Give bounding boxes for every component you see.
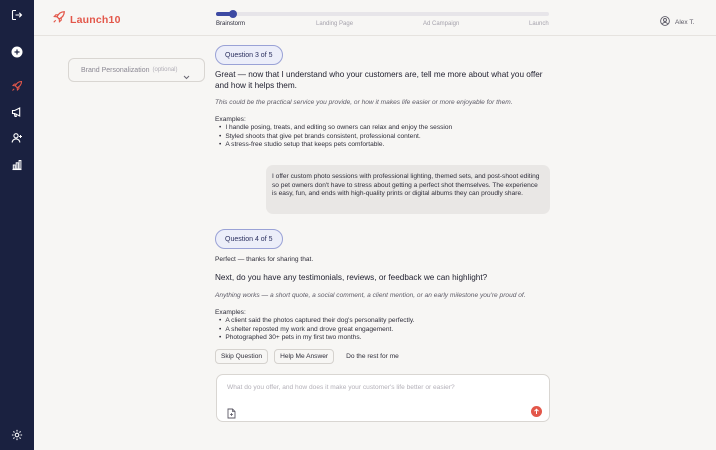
top-bar xyxy=(34,0,716,36)
rocket-logo-icon xyxy=(52,10,66,29)
user-name: Alex T. xyxy=(675,18,695,26)
question-4-examples-label: Examples: xyxy=(215,309,246,316)
answer-actions xyxy=(215,349,405,364)
dropdown-label: Brand Personalization xyxy=(81,66,150,74)
document-icon[interactable] xyxy=(227,406,236,424)
list-item: • A shelter reposted my work and drove great engagement. xyxy=(219,326,414,335)
question-3-examples xyxy=(219,124,452,150)
help-me-answer-button[interactable]: Help Me Answer xyxy=(274,349,334,364)
list-item: • A client said the photos captured their dog's personality perfectly. xyxy=(219,317,414,326)
question-3-badge: Question 3 of 5 xyxy=(215,45,283,65)
question-4-badge: Question 4 of 5 xyxy=(215,229,283,249)
message-input[interactable] xyxy=(227,384,527,391)
list-item: • Styled shoots that give pet brands consistent, professional content. xyxy=(219,133,452,142)
step-brainstorm[interactable]: Brainstorm xyxy=(216,21,246,27)
question-4-examples xyxy=(219,317,414,343)
question-3-text: Great — now that I understand who your customers are, tell me more about what you offer and how it helps them. xyxy=(215,70,543,90)
user-answer-bubble: I offer custom photo sessions with professional lighting, themed sets, and post-shoot editing so pet owners don't have to stress about getting a perfect shot themselves. The experience is easy, fun, and ends with high-quality prints or digital albums they can proudly share. xyxy=(266,165,550,214)
message-composer xyxy=(216,374,550,422)
brand-personalization-dropdown[interactable] xyxy=(68,58,205,82)
question-4-acknowledgement: Perfect — thanks for sharing that. xyxy=(215,256,314,263)
dropdown-optional-tag: (optional) xyxy=(152,67,178,73)
plus-circle-icon[interactable] xyxy=(9,44,25,60)
progress-marker xyxy=(229,10,237,18)
logout-icon[interactable] xyxy=(9,7,25,23)
gear-icon[interactable] xyxy=(9,427,25,443)
list-item: • A stress-free studio setup that keeps pets comfortable. xyxy=(219,141,452,150)
step-ad-campaign[interactable]: Ad Campaign xyxy=(423,21,460,27)
question-4-hint: Anything works — a short quote, a social comment, a client mention, or an early milestone you're proud of. xyxy=(215,292,526,299)
megaphone-icon[interactable] xyxy=(9,104,25,120)
app-logo[interactable] xyxy=(52,10,121,29)
user-plus-icon[interactable] xyxy=(9,130,25,146)
rocket-icon[interactable] xyxy=(9,78,25,94)
question-4-text: Next, do you have any testimonials, reviews, or feedback we can highlight? xyxy=(215,273,488,282)
list-item: • Photographed 30+ pets in my first two months. xyxy=(219,334,414,343)
do-the-rest-button[interactable]: Do the rest for me xyxy=(346,353,399,360)
user-menu[interactable] xyxy=(660,13,694,31)
user-circle-icon xyxy=(660,13,670,31)
bar-chart-icon[interactable] xyxy=(9,157,25,173)
arrow-up-icon xyxy=(533,408,540,415)
sidebar xyxy=(0,0,34,450)
progress-track xyxy=(216,12,549,16)
send-button[interactable] xyxy=(531,406,542,417)
chevron-down-icon xyxy=(183,67,190,85)
list-item: • I handle posing, treats, and editing so owners can relax and enjoy the session xyxy=(219,124,452,133)
skip-question-button[interactable]: Skip Question xyxy=(215,349,268,364)
question-3-examples-label: Examples: xyxy=(215,116,246,123)
step-landing-page[interactable]: Landing Page xyxy=(316,21,354,27)
step-launch[interactable]: Launch xyxy=(529,21,549,27)
app-name: Launch10 xyxy=(70,13,121,26)
question-3-hint: This could be the practical service you provide, or how it makes life easier or more enjoyable for them. xyxy=(215,99,513,106)
